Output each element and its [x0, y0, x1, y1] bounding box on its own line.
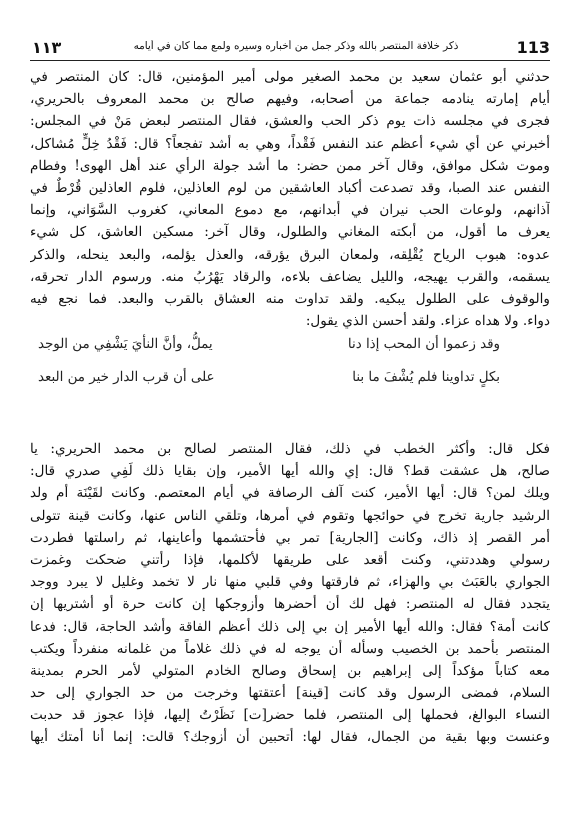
text-line: دواء. ولا هداه عزاء. ولقد أحسن الذي يقول: [305, 313, 550, 330]
text-line: أمر القصر إذ ذاك، وكانت [الجارية] تمر بي فأحتشمها وأعاينها، ثم راسلتها فطردت [30, 529, 550, 546]
text-line: يعرف ما أقول، من أبكته المغاني والطلول، وقال آخر: مسكين العاشق، كل شيء [30, 224, 550, 241]
text-line: النفس عند الصبا، وقد تصدعت أكباد العاشقين من لوم العاذلين، فلوم العاذلين قُرْطٌ في [30, 179, 550, 196]
text-line: معه كتاباً مؤكداً إلى إبراهيم بن إسحاق وصالح الخادم المتولي لأمر الحرم بمدينة [30, 662, 550, 679]
text-line: صالح، هل عشقت قط؟ قال: إي والله أيها الأمير، وإن بقايا ذلك لَفِي صدري قال: [30, 463, 550, 480]
text-line: عدوه: هبوب الرياح يُقْلِقه، ولمعان البرق يؤرقه، والعذل يؤلمه، والبعد ينحله، والذكر [30, 246, 550, 263]
poem-verse [30, 370, 550, 396]
text-line: المنتصر بأحمد بن الخصيب وسأله أن يوجه له في ذلك غلاماً من غلمانه منفرداً ويكتب [30, 640, 550, 657]
text-line: يسقمه، والقرب يهيجه، والليل يضاعف بلاءه، والرقاد يَهْرُبُ منه. ورسوم الدار تحرقه، [30, 268, 550, 285]
verse-first-hemistich: وقد زعموا أن المحب إذا دنا [347, 337, 500, 352]
text-line: الجواري بالعَبَث بي والهزاء، ثم فارقتها وفي قلبي منها نار لا تخمد وغليل لا يبرد ووجد [30, 574, 550, 591]
text-line: والوقوف على الطلول يبكيه. ولقد تداوت منه العشاق بالقرب والبعد. فما نجع فيه [30, 290, 550, 307]
text-line: آذانهم، ولوعات الحب نيران في أبدانهم، مع دموع المعاني، كغروب السَّوَاني، وإنما [30, 202, 550, 219]
text-line: وعنست وبها بقية من الجمال، فقال لها: أتحبين أن أزوجك؟ قالت: إنما أنا أمتك أيها [30, 729, 550, 746]
text-line: فكل قال: وأكثر الخطب في ذلك، فقال المنتصر لصالح بن محمد الحريري: يا [30, 441, 550, 457]
text-line: رسولي وهددتني، وكنت أقعد على طريقها لأكلمها، فإذا رأتني ضحكت وغمزت [30, 551, 550, 568]
text-line: ويلك لمن؟ قال: أيها الأمير، كنت آلف الرصافة في أيام المعتصم. وكانت لقَيْنَة أم ولد [30, 485, 550, 502]
running-header [30, 34, 550, 61]
text-line: فجرى في مجلسه ذات يوم ذكر الحب والعشق، فقال المنتصر لبعض مَنْ في المجلس: [30, 113, 550, 130]
text-line: يتجدد فقال له المنتصر: فهل لك أن أحضرها وأزوجكها إن كانت حرة أو أشتريها إن [30, 596, 550, 613]
verse-second-hemistich: على أن قرب الدار خير من البعد [38, 370, 215, 385]
text-line: كانت أمة؟ فقال: والله أيها الأمير إن بي إلى ذلك أعظم الفاقة وأشد الحاجة، قال: فدعا [30, 618, 550, 635]
page-number-latin: 113 [516, 38, 550, 57]
text-line: السلام، فمضى الرسول وقد كانت [قينة] أعتقتها وخرجت من حد الجواري إلى حد [30, 685, 550, 702]
text-line: أخبرني عن أي شيء أعظم عند النفس فَقْداً، وهي به أشد تفجعاً؟ قال: فَقْدُ خِلٍّ مُشاكل، [30, 135, 550, 152]
text-line: الرشيد جارية تخرج في حوائجها وتقوم في أمرها، وتلقي الناس عنها، وكانت قينة تتولى [30, 507, 550, 524]
text-line: حدثني أبو عثمان سعيد بن محمد الصغير مولى أمير المؤمنين، قال: كان المنتصر في [30, 69, 550, 85]
page-number-arabic: ١١٣ [32, 38, 62, 57]
verse-second-hemistich: يملُّ، وأنَّ النأيَ يَشْفِي من الوجد [38, 337, 213, 352]
text-line: أيام إمارته ينادمه جماعة من أصحابه، وفيهم صالح بن محمد المعروف بالحريري، [30, 91, 550, 108]
verse-first-hemistich: بكلٍ تداوينا فلم يُشْفَ ما بنا [352, 370, 500, 385]
paragraph-2 [30, 438, 550, 749]
poem-verse [30, 337, 550, 363]
paragraph-1 [30, 66, 550, 332]
text-line: وموت شكل موافق، وقال آخر ممن حضر: ما أشد جولة الرأي عند أهل الهوى! وفطام [30, 157, 550, 174]
running-title: ذكر خلافة المنتصر بالله وذكر جمل من أخباره وسيره ولمع مما كان في أيامه [133, 40, 459, 52]
text-line: النساء البوالغ، فحملها إلى المنتصر، فلما حضر[ت] نَظَرْتُ إليها، فإذا عجوز قد حدبت [30, 707, 550, 724]
